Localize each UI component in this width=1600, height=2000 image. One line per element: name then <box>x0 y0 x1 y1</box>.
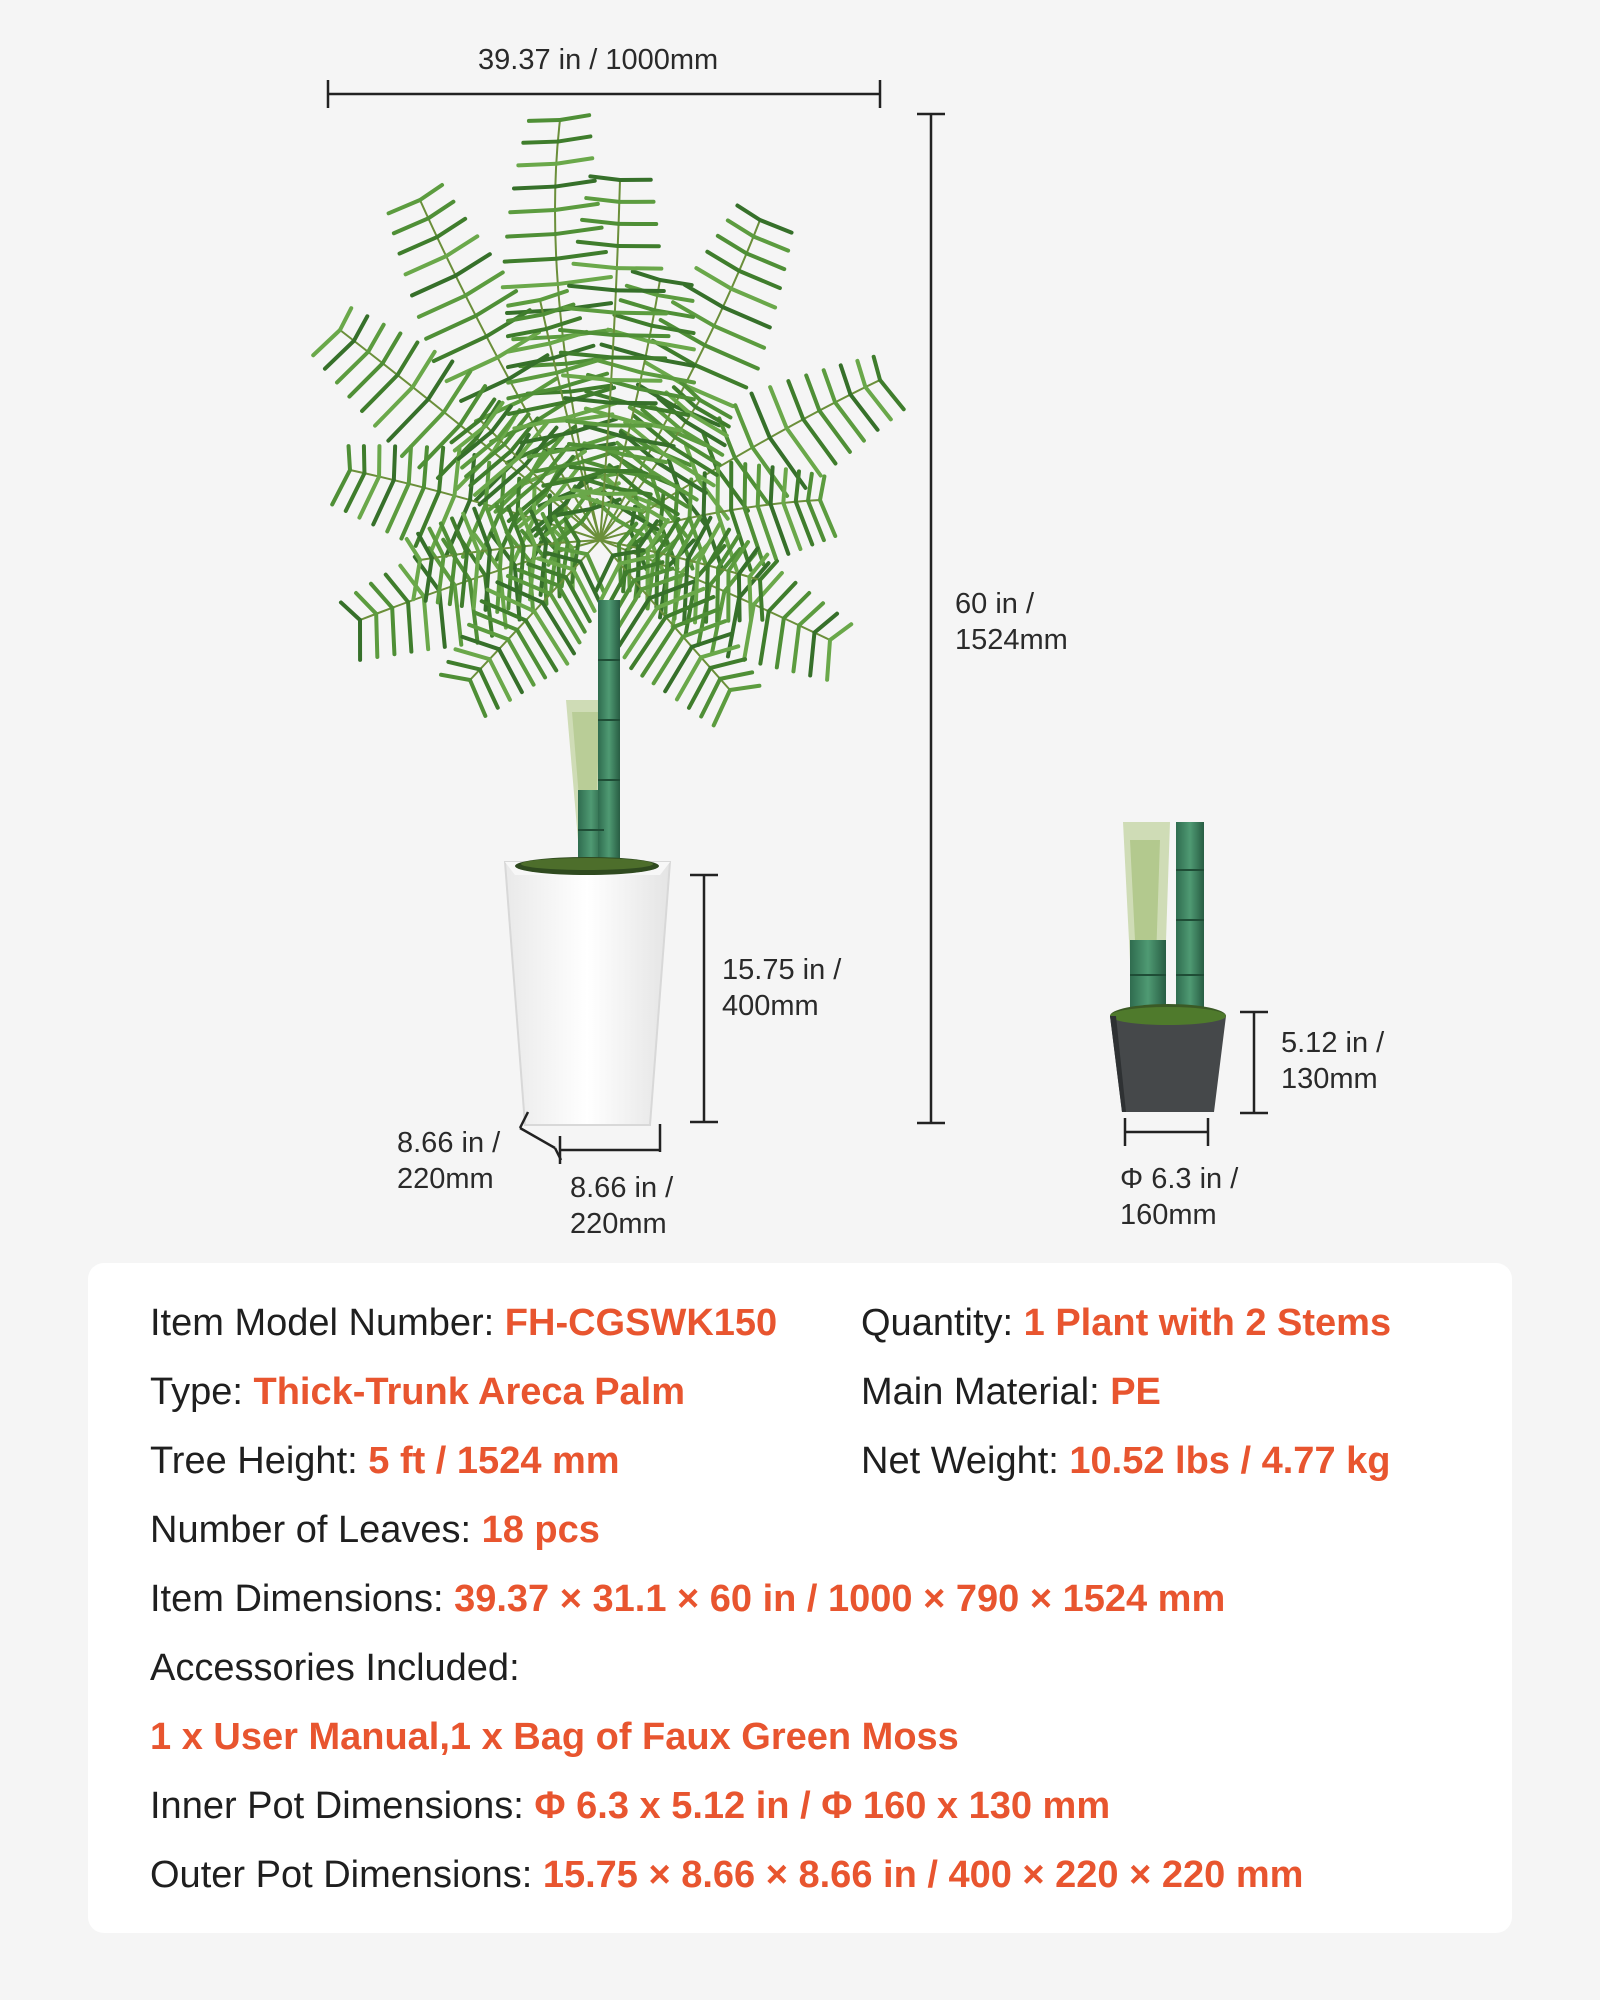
spec-value: 1 x User Manual,1 x Bag of Faux Green Moss <box>150 1716 959 1758</box>
spec-accessories-value <box>150 1714 959 1760</box>
spec-outer-pot <box>150 1852 1303 1898</box>
outer-pot-height-label: 15.75 in / 400mm <box>722 954 842 1022</box>
spec-value: 39.37 × 31.1 × 60 in / 1000 × 790 × 1524 mm <box>454 1578 1226 1620</box>
spec-weight <box>861 1438 1390 1484</box>
spec-accessories-label <box>150 1645 520 1691</box>
spec-label: Outer Pot Dimensions: <box>150 1854 543 1896</box>
inner-pot-height-line <box>1240 1012 1268 1113</box>
spec-leaves <box>150 1507 600 1553</box>
spec-value: FH-CGSWK150 <box>504 1302 778 1344</box>
inner-pot-diameter-line <box>1125 1118 1208 1146</box>
outer-pot <box>505 857 670 1125</box>
spec-value: 18 pcs <box>481 1509 600 1551</box>
width-label: 39.37 in / 1000mm <box>478 44 719 76</box>
spec-value: 1 Plant with 2 Stems <box>1023 1302 1392 1344</box>
spec-model <box>150 1300 777 1346</box>
spec-label: Number of Leaves: <box>150 1509 482 1551</box>
spec-label: Item Model Number: <box>150 1302 505 1344</box>
spec-inner-pot <box>150 1783 1110 1829</box>
spec-value: 5 ft / 1524 mm <box>368 1440 620 1482</box>
spec-value: Φ 6.3 x 5.12 in / Φ 160 x 130 mm <box>534 1785 1111 1827</box>
spec-value: 15.75 × 8.66 × 8.66 in / 400 × 220 × 220 mm <box>542 1854 1304 1896</box>
outer-pot-height-line <box>690 875 718 1122</box>
spec-material <box>861 1369 1161 1415</box>
spec-label: Net Weight: <box>861 1440 1070 1482</box>
spec-card <box>88 1263 1512 1933</box>
outer-pot-width-line <box>560 1124 660 1164</box>
spec-label: Type: <box>150 1371 254 1413</box>
spec-label: Item Dimensions: <box>150 1578 455 1620</box>
spec-height <box>150 1438 620 1484</box>
spec-label: Main Material: <box>861 1371 1111 1413</box>
spec-label: Accessories Included: <box>150 1647 520 1689</box>
spec-type <box>150 1369 685 1415</box>
spec-label: Inner Pot Dimensions: <box>150 1785 535 1827</box>
spec-label: Quantity: <box>861 1302 1024 1344</box>
palm-trunks <box>566 600 620 870</box>
width-dimension-line <box>328 80 880 108</box>
spec-value: 10.52 lbs / 4.77 kg <box>1069 1440 1391 1482</box>
total-height-label: 60 in / 1524mm <box>955 588 1068 656</box>
outer-pot-depth-label: 8.66 in / 220mm <box>397 1127 501 1195</box>
spec-item-dimensions <box>150 1576 1225 1622</box>
inner-pot-height-label: 5.12 in / 130mm <box>1281 1027 1385 1095</box>
spec-label: Tree Height: <box>150 1440 369 1482</box>
inner-pot-diameter-label: Φ 6.3 in / 160mm <box>1120 1163 1239 1231</box>
height-dimension-line <box>917 114 945 1123</box>
spec-quantity <box>861 1300 1391 1346</box>
spec-value: PE <box>1110 1371 1161 1413</box>
inner-pot <box>1110 822 1226 1112</box>
outer-pot-width-label: 8.66 in / 220mm <box>570 1172 674 1240</box>
spec-value: Thick-Trunk Areca Palm <box>253 1371 686 1413</box>
